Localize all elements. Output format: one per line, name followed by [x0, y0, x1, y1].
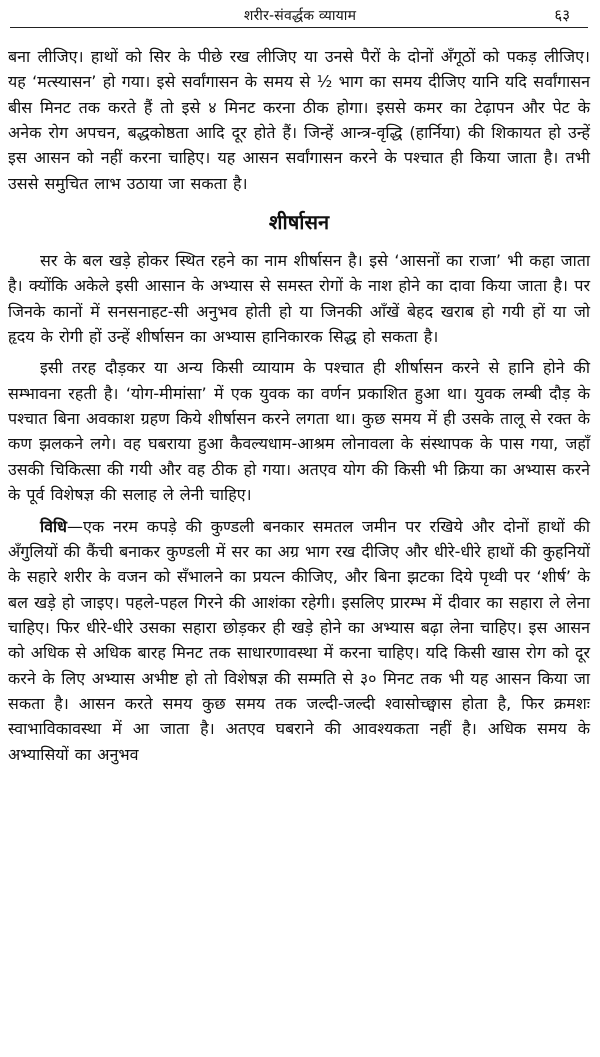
paragraph-shirshasana-caution: इसी तरह दौड़कर या अन्य किसी व्यायाम के पश्चात ही शीर्षासन करने से हानि होने की सम्भावना रहती है। ‘योग-मीमांसा’ में एक युवक का वर्णन प्रकाशित हुआ था। युवक लम्बी दौड़ के पश्चात बिना अवकाश ग्रहण किये शीर्षासन करने लगता था। कुछ समय में ही उसके तालू से रक्त के कण झलकने लगे। वह घबराया हुआ कैवल्यधाम-आश्रम लोनावला के संस्थापक के पास गया, जहाँ उसकी चिकित्सा की गयी और वह ठीक हो गया। अतएव योग की किसी भी क्रिया का अभ्यास करने के पूर्व विशेषज्ञ की सलाह ले लेनी चाहिए।	[8, 358, 590, 505]
method-lead: विधि	[40, 516, 68, 536]
header-rule	[10, 27, 588, 28]
section-heading: शीर्षासन	[268, 210, 330, 235]
paragraph-method	[8, 514, 590, 767]
paragraph-matsyasana: बना लीजिए। हाथों को सिर के पीछे रख लीजिए या उनसे पैरों के दोनों अँगूठों को पकड़ लीजिए। यह ‘मत्स्यासन’ हो गया। इसे सर्वांगासन के समय से ½ भाग का समय दीजिए यानि यदि सर्वांगासन बीस मिनट तक करते हैं तो इसे ४ मिनट करना ठीक होगा। इससे कमर का टेढ़ापन और पेट के अनेक रोग अपचन, बद्धकोष्ठता आदि दूर होते हैं। जिन्हें आन्त्र-वृद्धि (हार्निया) की शिकायत हो उन्हें इस आसन को नहीं करना चाहिए। यह आसन सर्वांगासन करने के पश्चात ही किया जाता है। तभी उससे समुचित लाभ उठाया जा सकता है।	[8, 47, 590, 193]
running-title: शरीर-संवर्द्धक व्यायाम	[243, 8, 357, 24]
running-head	[0, 0, 600, 30]
page-number: ६३	[554, 6, 570, 24]
paragraph-shirshasana-intro: सर के बल खड़े होकर स्थित रहने का नाम शीर्षासन है। इसे ‘आसनों का राजा’ भी कहा जाता है। क्योंकि अकेले इसी आसान के अभ्यास से समस्त रोगों के नाश होने का दावा किया जाता है। पर जिनके कानों में सनसनाहट-सी अनुभव होती हो या जिनकी आँखें बेहद खराब हो गयी हों या जो हृदय के रोगी हों उन्हें शीर्षासन का अभ्यास हानिकारक सिद्ध हो सकता है।	[8, 251, 590, 347]
method-text: —एक नरम कपड़े की कुण्डली बनकार समतल जमीन पर रखिये और दोनों हाथों की अँगुलियों की कैंची बनाकर कुण्डली में सर का अग्र भाग रख दीजिए और धीरे-धीरे हाथों की कुहनियों के सहारे शरीर के वजन को सँभालने का प्रयत्न कीजिए, और बिना झटका दिये पृथ्वी पर ‘शीर्ष’ के बल खड़े हो जाइए। पहले-पहल गिरने की आशंका रहेगी। इसलिए प्रारम्भ में दीवार का सहारा ले लेना चाहिए। फिर धीरे-धीरे उसका सहारा छोड़कर ही खड़े होने का अभ्यास बढ़ा लेना चाहिए। इस आसन को अधिक से अधिक बारह मिनट तक साधारणावस्था में करना चाहिए। यदि किसी खास रोग को दूर करने के लिए अभ्यास अभीष्ट हो तो विशेषज्ञ की सम्मति से ३० मिनट तक भी यह आसन किया जा सकता है। आसन करते समय कुछ समय तक जल्दी-जल्दी श्वासोच्छ्वास होता है, फिर क्रमशः स्वाभाविकावस्था में आ जाता है। अतएव घबराने की आवश्यकता नहीं है। अधिक समय के अभ्यासियों का अनुभव	[8, 516, 590, 764]
page-body	[8, 44, 590, 767]
